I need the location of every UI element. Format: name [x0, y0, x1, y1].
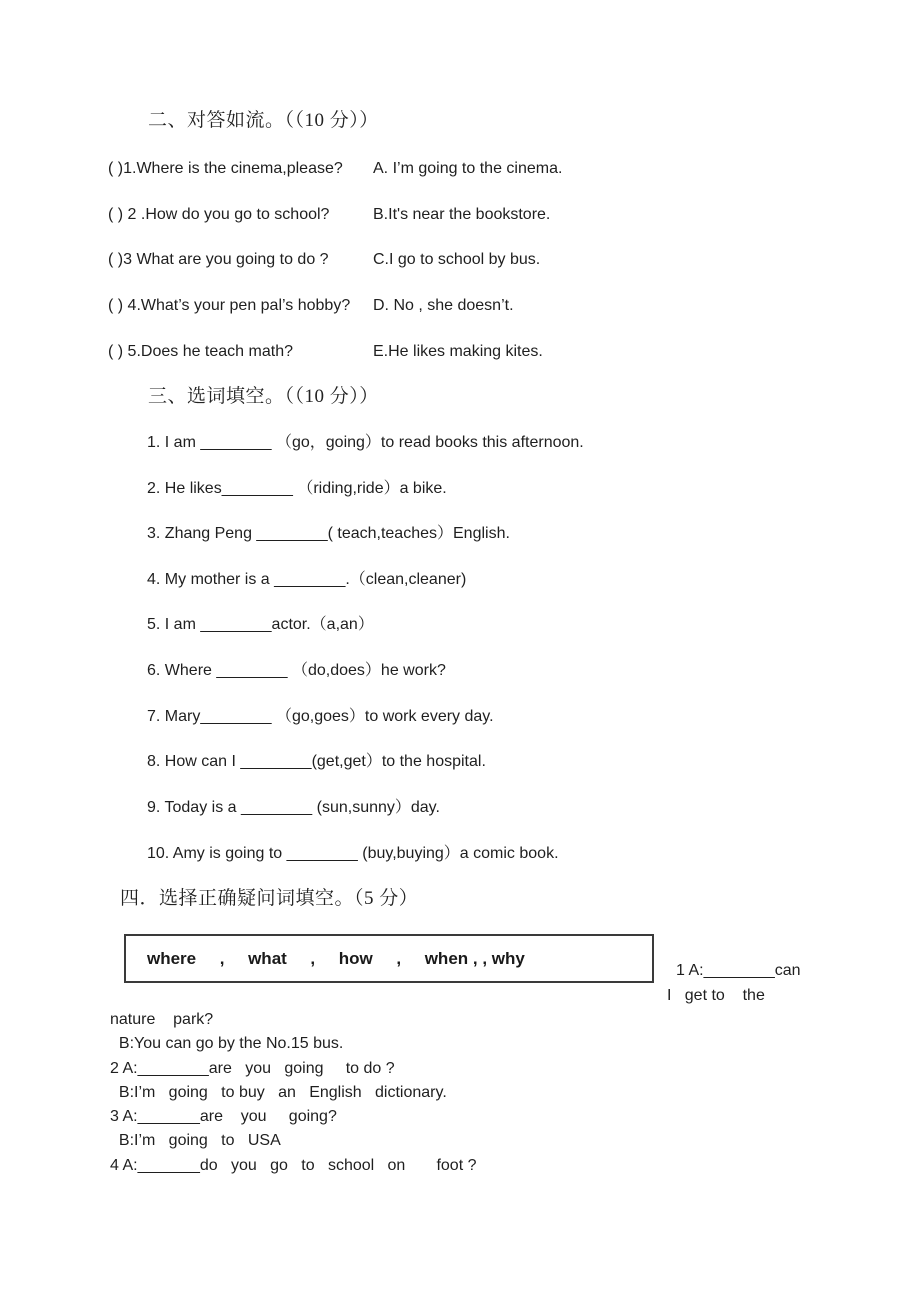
- match-answer: C.I go to school by bus.: [373, 251, 541, 268]
- dialog-line-4: B:I’m going to buy an English dictionary.: [110, 1083, 447, 1101]
- fill-item-9: 9. Today is a ________ (sun,sunny）day.: [147, 799, 440, 816]
- dialog-q1-line1: 1 A:________can: [676, 962, 801, 979]
- fill-item-6: 6. Where ________ （do,does）he work?: [147, 662, 446, 679]
- match-question: ( )3 What are you going to do ?: [108, 251, 329, 268]
- match-row-3: [108, 250, 540, 270]
- section-question-words-heading: 四．选择正确疑问词填空。（5 分）: [120, 888, 419, 909]
- match-row-5: [108, 342, 543, 362]
- fill-item-4: 4. My mother is a ________.（clean,cleaner): [147, 571, 467, 588]
- match-question: ( ) 5.Does he teach math?: [108, 343, 293, 360]
- match-question: ( ) 4.What’s your pen pal’s hobby?: [108, 297, 351, 314]
- word-bank-words: where , what , how , when , , why: [147, 948, 525, 968]
- section-match-heading: 二、对答如流。（（10 分））: [148, 110, 379, 131]
- section-choose-word-heading: 三、选词填空。（（10 分））: [148, 386, 379, 407]
- fill-item-1: 1. I am ________ （go，going）to read books this afternoon.: [147, 434, 584, 451]
- match-answer: D. No , she doesn’t.: [373, 297, 514, 314]
- dialog-line-2: B:You can go by the No.15 bus.: [110, 1035, 344, 1053]
- fill-item-7: 7. Mary________ （go,goes）to work every day.: [147, 708, 494, 725]
- fill-item-2: 2. He likes________ （riding,ride）a bike.: [147, 480, 447, 497]
- dialog-q1-line2: I get to the: [667, 987, 765, 1004]
- dialog-line-1: nature park?: [110, 1011, 214, 1028]
- match-question: ( )1.Where is the cinema,please?: [108, 160, 343, 177]
- dialog-line-6: B:I’m going to USA: [110, 1132, 281, 1150]
- word-bank-box: [124, 934, 654, 983]
- dialog-line-7: 4 A:_______do you go to school on foot ?: [110, 1156, 477, 1174]
- match-answer: A. I’m going to the cinema.: [373, 160, 563, 177]
- match-row-1: [108, 159, 562, 179]
- dialog-block: [110, 1008, 476, 1178]
- match-answer: E.He likes making kites.: [373, 343, 543, 360]
- match-question: ( ) 2 .How do you go to school?: [108, 206, 330, 223]
- dialog-line-5: 3 A:_______are you going?: [110, 1108, 337, 1126]
- fill-item-8: 8. How can I ________(get,get）to the hospital.: [147, 753, 486, 770]
- match-row-4: [108, 296, 514, 316]
- match-answer: B.It's near the bookstore.: [373, 206, 551, 223]
- fill-item-10: 10. Amy is going to ________ (buy,buying）a comic book.: [147, 845, 559, 862]
- dialog-line-3: 2 A:________are you going to do ?: [110, 1059, 395, 1077]
- fill-item-5: 5. I am ________actor.（a,an）: [147, 616, 374, 633]
- fill-item-3: 3. Zhang Peng ________( teach,teaches）English.: [147, 525, 510, 542]
- match-row-2: [108, 205, 550, 225]
